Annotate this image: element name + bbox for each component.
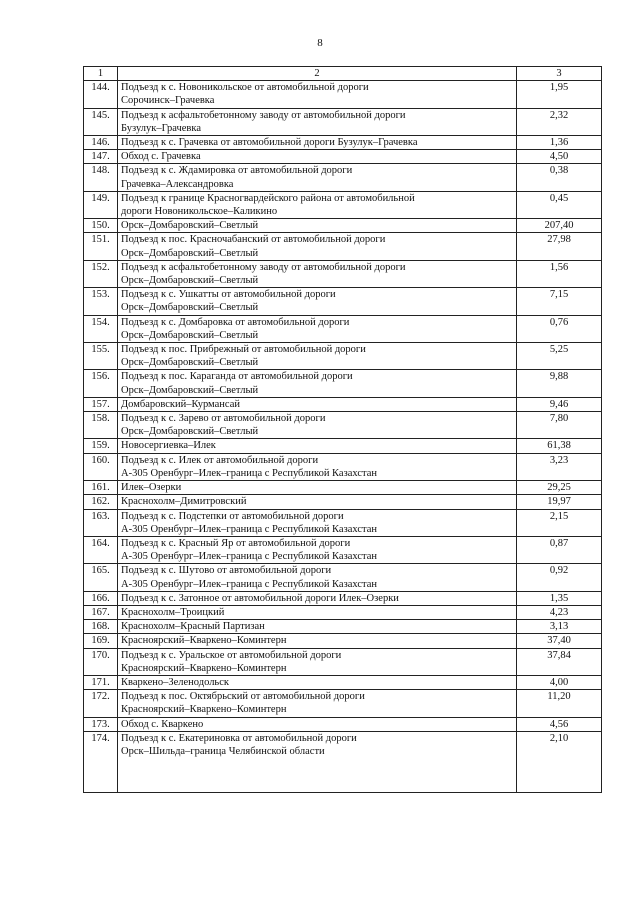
road-name — [118, 81, 517, 108]
road-name — [118, 620, 517, 634]
road-name-line: Краснохолм–Троицкий — [121, 606, 225, 618]
road-name-line: Подъезд к с. Ушкатты от автомобильной дороги — [121, 289, 336, 301]
row-number: 174. — [84, 731, 118, 792]
road-name-line: А-305 Оренбург–Илек–граница с Республикой Казахстан — [121, 551, 377, 563]
row-number: 157. — [84, 397, 118, 411]
table-body — [84, 81, 602, 793]
row-number: 159. — [84, 439, 118, 453]
road-name — [118, 481, 517, 495]
road-name-line: Краснохолм–Димитровский — [121, 496, 247, 508]
road-name-line: Подъезд к с. Уральское от автомобильной дороги — [121, 649, 342, 661]
row-number: 155. — [84, 343, 118, 370]
table-row — [84, 150, 602, 164]
table-row — [84, 81, 602, 108]
road-length: 1,35 — [517, 591, 602, 605]
table-row — [84, 564, 602, 591]
road-name-line: Орск–Домбаровский–Светлый — [121, 329, 259, 341]
row-number: 144. — [84, 81, 118, 108]
road-name-line: Подъезд к с. Домбаровка от автомобильной дороги — [121, 316, 350, 328]
road-name — [118, 343, 517, 370]
row-number: 148. — [84, 164, 118, 191]
row-number: 154. — [84, 315, 118, 342]
header-col-1: 1 — [84, 67, 118, 81]
table-row — [84, 634, 602, 648]
road-length: 11,20 — [517, 690, 602, 717]
road-name — [118, 634, 517, 648]
row-number: 153. — [84, 288, 118, 315]
row-number: 160. — [84, 453, 118, 480]
road-length: 7,15 — [517, 288, 602, 315]
table-row — [84, 397, 602, 411]
road-name — [118, 591, 517, 605]
road-name-line: Подъезд к с. Зарево от автомобильной дороги — [121, 413, 326, 425]
table-row — [84, 453, 602, 480]
row-number: 173. — [84, 717, 118, 731]
road-length: 0,92 — [517, 564, 602, 591]
row-number: 166. — [84, 591, 118, 605]
road-name-line: Сорочинск–Грачевка — [121, 95, 215, 107]
road-length: 5,25 — [517, 343, 602, 370]
header-row — [84, 67, 602, 81]
table-row — [84, 648, 602, 675]
road-name-line: Подъезд к асфальтобетонному заводу от автомобильной дороги — [121, 261, 406, 273]
road-name-line: Подъезд к с. Екатериновка от автомобильной дороги — [121, 732, 357, 744]
table-row — [84, 605, 602, 619]
road-name — [118, 370, 517, 397]
road-name-line: Обход с. Кваркено — [121, 718, 204, 730]
road-length: 9,88 — [517, 370, 602, 397]
road-name — [118, 509, 517, 536]
road-name-line: Кваркено–Зеленодольск — [121, 676, 229, 688]
table-row — [84, 481, 602, 495]
road-length: 0,87 — [517, 536, 602, 563]
road-name — [118, 108, 517, 135]
row-number: 158. — [84, 412, 118, 439]
page-number: 8 — [317, 37, 323, 49]
road-name-line: Красноярский–Кваркено–Коминтерн — [121, 635, 287, 647]
road-name-line: Подъезд к пос. Красночабанский от автомобильной дороги — [121, 234, 386, 246]
road-name-line: Подъезд к с. Новоникольское от автомобильной дороги — [121, 82, 369, 94]
road-length: 0,45 — [517, 191, 602, 218]
road-length: 19,97 — [517, 495, 602, 509]
road-name — [118, 690, 517, 717]
road-length: 1,95 — [517, 81, 602, 108]
road-name — [118, 412, 517, 439]
road-length: 4,56 — [517, 717, 602, 731]
header-col-2: 2 — [118, 67, 517, 81]
table-row — [84, 260, 602, 287]
road-length: 207,40 — [517, 219, 602, 233]
row-number: 171. — [84, 675, 118, 689]
road-length: 37,40 — [517, 634, 602, 648]
road-name-line: Подъезд к границе Красногвардейского района от автомобильной — [121, 192, 415, 204]
road-name-line: А-305 Оренбург–Илек–граница с Республикой Казахстан — [121, 523, 377, 535]
road-name-line: Орск–Домбаровский–Светлый — [121, 220, 259, 232]
road-name-line: Орск–Домбаровский–Светлый — [121, 247, 259, 259]
row-number: 167. — [84, 605, 118, 619]
road-name-line: Подъезд к пос. Караганда от автомобильной дороги — [121, 371, 353, 383]
road-length: 3,13 — [517, 620, 602, 634]
road-name — [118, 731, 517, 792]
road-length: 4,00 — [517, 675, 602, 689]
table-row — [84, 108, 602, 135]
road-length: 27,98 — [517, 233, 602, 260]
road-name-line: Орск–Домбаровский–Светлый — [121, 384, 259, 396]
road-length: 61,38 — [517, 439, 602, 453]
table-row — [84, 219, 602, 233]
road-name-line: Краснохолм–Красный Партизан — [121, 621, 265, 633]
table-row — [84, 233, 602, 260]
row-number: 150. — [84, 219, 118, 233]
road-length: 3,23 — [517, 453, 602, 480]
road-name — [118, 453, 517, 480]
table-row — [84, 731, 602, 792]
road-name — [118, 136, 517, 150]
table-row — [84, 439, 602, 453]
row-number: 168. — [84, 620, 118, 634]
row-number: 149. — [84, 191, 118, 218]
row-number: 165. — [84, 564, 118, 591]
table-row — [84, 191, 602, 218]
road-name-line: Домбаровский–Курмансай — [121, 398, 240, 410]
road-name-line: Орск–Шильда–граница Челябинской области — [121, 745, 325, 757]
table-row — [84, 495, 602, 509]
road-name-line: Орск–Домбаровский–Светлый — [121, 357, 259, 369]
road-name-line: Подъезд к с. Ждамировка от автомобильной дороги — [121, 165, 353, 177]
road-name — [118, 648, 517, 675]
road-name — [118, 288, 517, 315]
road-length: 0,38 — [517, 164, 602, 191]
row-number: 156. — [84, 370, 118, 397]
table-row — [84, 620, 602, 634]
row-number: 145. — [84, 108, 118, 135]
road-name-line: Новосергиевка–Илек — [121, 440, 216, 452]
road-length: 1,36 — [517, 136, 602, 150]
road-name — [118, 397, 517, 411]
road-name-line: Бузулук–Грачевка — [121, 122, 201, 134]
row-number: 170. — [84, 648, 118, 675]
road-name-line: Подъезд к с. Грачевка от автомобильной дороги Бузулук–Грачевка — [121, 137, 418, 149]
road-name-line: Подъезд к пос. Прибрежный от автомобильной дороги — [121, 344, 366, 356]
road-name-line: Подъезд к с. Шутово от автомобильной дороги — [121, 565, 332, 577]
road-name-line: А-305 Оренбург–Илек–граница с Республикой Казахстан — [121, 467, 377, 479]
road-name-line: Подъезд к с. Затонное от автомобильной дороги Илек–Озерки — [121, 592, 399, 604]
road-name — [118, 150, 517, 164]
road-length: 0,76 — [517, 315, 602, 342]
road-name-line: Подъезд к с. Красный Яр от автомобильной дороги — [121, 537, 351, 549]
header-col-3: 3 — [517, 67, 602, 81]
table-row — [84, 675, 602, 689]
road-name — [118, 495, 517, 509]
road-length: 29,25 — [517, 481, 602, 495]
road-name — [118, 675, 517, 689]
road-name — [118, 439, 517, 453]
road-length: 7,80 — [517, 412, 602, 439]
row-number: 147. — [84, 150, 118, 164]
road-name — [118, 191, 517, 218]
road-name — [118, 233, 517, 260]
road-name-line: Обход с. Грачевка — [121, 151, 201, 163]
road-length: 2,15 — [517, 509, 602, 536]
road-name-line: Орск–Домбаровский–Светлый — [121, 275, 259, 287]
table-row — [84, 690, 602, 717]
road-name-line: Красноярский–Кваркено–Коминтерн — [121, 704, 287, 716]
road-name-line: Подъезд к с. Илек от автомобильной дороги — [121, 454, 319, 466]
road-length: 4,50 — [517, 150, 602, 164]
road-length: 9,46 — [517, 397, 602, 411]
road-name — [118, 536, 517, 563]
table-row — [84, 136, 602, 150]
road-length: 2,10 — [517, 731, 602, 792]
table-row — [84, 412, 602, 439]
table-row — [84, 717, 602, 731]
road-name — [118, 717, 517, 731]
road-name — [118, 260, 517, 287]
table-row — [84, 288, 602, 315]
row-number: 169. — [84, 634, 118, 648]
table-row — [84, 315, 602, 342]
table-row — [84, 343, 602, 370]
road-name-line: дороги Новоникольское–Каликино — [121, 206, 278, 218]
road-length: 2,32 — [517, 108, 602, 135]
table-row — [84, 370, 602, 397]
road-name-line: Подъезд к с. Подстепки от автомобильной дороги — [121, 510, 344, 522]
row-number: 163. — [84, 509, 118, 536]
road-length: 37,84 — [517, 648, 602, 675]
row-number: 161. — [84, 481, 118, 495]
row-number: 146. — [84, 136, 118, 150]
table-row — [84, 509, 602, 536]
row-number: 172. — [84, 690, 118, 717]
road-name — [118, 315, 517, 342]
road-name-line: Орск–Домбаровский–Светлый — [121, 302, 259, 314]
road-name-line: Красноярский–Кваркено–Коминтерн — [121, 662, 287, 674]
roads-table — [83, 66, 602, 793]
road-name — [118, 605, 517, 619]
road-name-line: Илек–Озерки — [121, 482, 182, 494]
road-name-line: Орск–Домбаровский–Светлый — [121, 426, 259, 438]
road-name-line: Подъезд к пос. Октябрьский от автомобильной дороги — [121, 691, 365, 703]
road-length: 4,23 — [517, 605, 602, 619]
road-length: 1,56 — [517, 260, 602, 287]
table-row — [84, 536, 602, 563]
road-name-line: А-305 Оренбург–Илек–граница с Республикой Казахстан — [121, 578, 377, 590]
table-row — [84, 164, 602, 191]
table-row — [84, 591, 602, 605]
road-name — [118, 164, 517, 191]
road-name-line: Подъезд к асфальтобетонному заводу от автомобильной дороги — [121, 109, 406, 121]
road-name — [118, 219, 517, 233]
row-number: 162. — [84, 495, 118, 509]
row-number: 152. — [84, 260, 118, 287]
road-name — [118, 564, 517, 591]
road-name-line: Грачевка–Александровка — [121, 178, 234, 190]
row-number: 151. — [84, 233, 118, 260]
row-number: 164. — [84, 536, 118, 563]
